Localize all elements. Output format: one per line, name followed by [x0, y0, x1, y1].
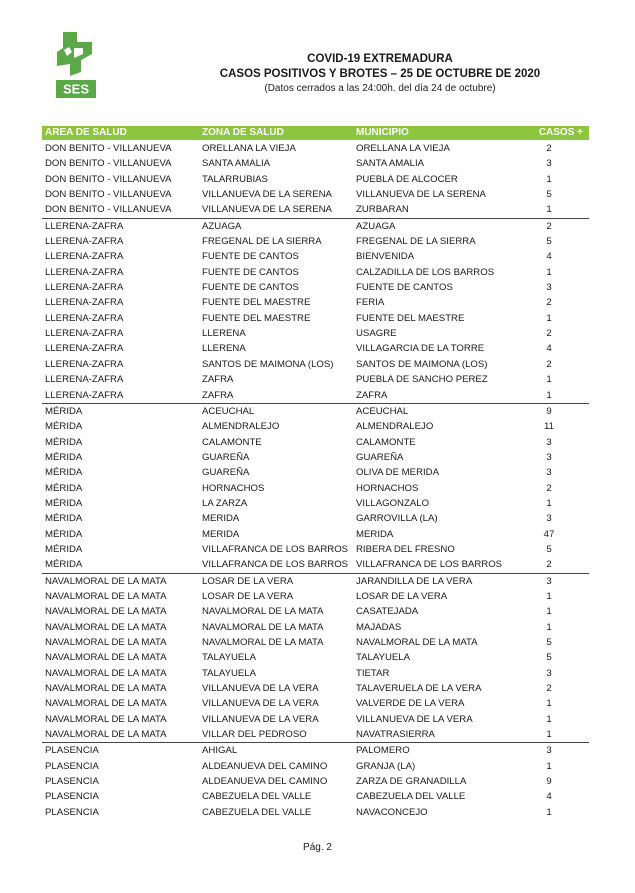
zona-cell: NAVALMORAL DE LA MATA: [202, 606, 324, 618]
casos-cell: 3: [546, 745, 552, 757]
table-row: [42, 620, 589, 635]
column-header-casos: CASOS +: [538, 127, 583, 138]
municipio-cell: BIENVENIDA: [356, 251, 415, 263]
casos-cell: 2: [546, 297, 552, 309]
municipio-cell: VILLANUEVA DE LA SERENA: [356, 189, 486, 201]
area-cell: LLERENA-ZAFRA: [45, 251, 124, 263]
municipio-cell: FREGENAL DE LA SIERRA: [356, 236, 476, 248]
casos-cell: 2: [546, 559, 552, 571]
zona-cell: VILLANUEVA DE LA VERA: [202, 683, 319, 695]
table-row: [42, 249, 589, 264]
zona-cell: MERIDA: [202, 513, 240, 525]
area-cell: NAVALMORAL DE LA MATA: [45, 713, 167, 725]
municipio-cell: GRANJA (LA): [356, 760, 416, 772]
municipio-cell: MAJADAS: [356, 621, 402, 633]
zona-cell: VILLAR DEL PEDROSO: [202, 729, 307, 741]
municipio-cell: GUAREÑA: [356, 451, 404, 463]
casos-cell: 3: [546, 667, 552, 679]
table-row: [42, 727, 589, 743]
municipio-cell: PUEBLA DE SANCHO PEREZ: [356, 374, 488, 386]
municipio-cell: CASATEJADA: [356, 606, 419, 618]
area-cell: NAVALMORAL DE LA MATA: [45, 698, 167, 710]
column-header-zona: ZONA DE SALUD: [202, 127, 284, 138]
zona-cell: FUENTE DEL MAESTRE: [202, 297, 311, 309]
area-cell: MÉRIDA: [45, 543, 83, 555]
zona-cell: VILLANUEVA DE LA SERENA: [202, 204, 332, 216]
table-row: [42, 805, 589, 820]
municipio-cell: PUEBLA DE ALCOCER: [356, 173, 458, 185]
area-cell: LLERENA-ZAFRA: [45, 328, 124, 340]
casos-cell: 1: [546, 713, 552, 725]
casos-cell: 1: [546, 497, 552, 509]
casos-cell: 5: [546, 637, 552, 648]
municipio-cell: VILLANUEVA DE LA VERA: [356, 713, 473, 725]
table-row: [42, 172, 589, 187]
area-cell: DON BENITO - VILLANUEVA: [45, 204, 172, 216]
page-number: Pág. 2: [303, 842, 332, 853]
municipio-cell: TALAVERUELA DE LA VERA: [356, 683, 482, 695]
table-row: [42, 219, 589, 234]
casos-cell: 3: [546, 451, 552, 463]
document-title: COVID-19 EXTREMADURA: [307, 53, 453, 65]
area-cell: NAVALMORAL DE LA MATA: [45, 667, 167, 679]
area-cell: PLASENCIA: [45, 776, 99, 788]
municipio-cell: NAVALMORAL DE LA MATA: [356, 637, 478, 648]
zona-cell: ALMENDRALEJO: [202, 421, 280, 433]
area-cell: DON BENITO - VILLANUEVA: [45, 158, 172, 170]
area-cell: DON BENITO - VILLANUEVA: [45, 173, 172, 185]
zona-cell: NAVALMORAL DE LA MATA: [202, 637, 324, 648]
area-cell: PLASENCIA: [45, 760, 99, 772]
municipio-cell: CALZADILLA DE LOS BARROS: [356, 266, 495, 278]
municipio-cell: ORELLANA LA VIEJA: [356, 143, 450, 154]
area-cell: PLASENCIA: [45, 791, 99, 803]
area-cell: MÉRIDA: [45, 482, 83, 494]
area-cell: MÉRIDA: [45, 497, 83, 509]
table-row: [42, 496, 589, 511]
table-row: [42, 574, 589, 589]
area-cell: NAVALMORAL DE LA MATA: [45, 575, 167, 587]
casos-cell: 1: [546, 173, 552, 185]
casos-cell: 1: [546, 266, 552, 278]
table-row: [42, 311, 589, 326]
zona-cell: LLERENA: [202, 343, 246, 355]
casos-cell: 4: [546, 251, 552, 263]
zona-cell: ZAFRA: [202, 374, 234, 386]
municipio-cell: CABEZUELA DEL VALLE: [356, 791, 466, 803]
casos-cell: 4: [546, 791, 552, 803]
zona-cell: TALARRUBIAS: [202, 173, 268, 185]
casos-cell: 5: [546, 189, 552, 201]
zona-cell: AZUAGA: [202, 220, 242, 232]
zona-cell: FUENTE DEL MAESTRE: [202, 312, 311, 324]
municipio-cell: ALMENDRALEJO: [356, 421, 434, 433]
area-cell: PLASENCIA: [45, 745, 99, 757]
zona-cell: CABEZUELA DEL VALLE: [202, 806, 312, 818]
municipio-cell: AZUAGA: [356, 220, 396, 232]
area-cell: LLERENA-ZAFRA: [45, 389, 124, 401]
municipio-cell: USAGRE: [356, 328, 397, 340]
table-row: [42, 280, 589, 295]
table-row: [42, 774, 589, 789]
area-cell: LLERENA-ZAFRA: [45, 297, 124, 309]
municipio-cell: SANTA AMALIA: [356, 158, 425, 170]
document-note: (Datos cerrados a las 24:00h. del día 24 de octubre): [264, 83, 496, 94]
zona-cell: MERIDA: [202, 528, 240, 540]
casos-cell: 3: [546, 282, 552, 294]
municipio-cell: VILLAFRANCA DE LOS BARROS: [356, 559, 503, 571]
area-cell: LLERENA-ZAFRA: [45, 266, 124, 278]
area-cell: NAVALMORAL DE LA MATA: [45, 606, 167, 618]
casos-cell: 1: [546, 806, 552, 818]
area-cell: LLERENA-ZAFRA: [45, 374, 124, 386]
zona-cell: ORELLANA LA VIEJA: [202, 143, 296, 154]
casos-cell: 1: [546, 729, 552, 741]
zona-cell: CALAMONTE: [202, 436, 262, 448]
table-row: [42, 234, 589, 249]
table-row: [42, 388, 589, 404]
municipio-cell: FUENTE DEL MAESTRE: [356, 312, 465, 324]
table-row: [42, 265, 589, 280]
table-row: [42, 557, 589, 573]
area-cell: PLASENCIA: [45, 806, 99, 818]
municipio-cell: VILLAGONZALO: [356, 497, 430, 509]
casos-cell: 3: [546, 467, 552, 479]
table-row: [42, 141, 589, 156]
casos-cell: 1: [546, 312, 552, 324]
casos-cell: 3: [546, 158, 552, 170]
table-row: [42, 589, 589, 604]
zona-cell: LOSAR DE LA VERA: [202, 590, 294, 602]
casos-cell: 2: [546, 220, 552, 232]
area-cell: DON BENITO - VILLANUEVA: [45, 189, 172, 201]
ses-logo: [48, 30, 100, 100]
zona-cell: AHIGAL: [202, 745, 238, 757]
zona-cell: FUENTE DE CANTOS: [202, 266, 299, 278]
table-row: [42, 542, 589, 557]
table-row: [42, 789, 589, 804]
area-cell: MÉRIDA: [45, 467, 83, 479]
area-cell: MÉRIDA: [45, 513, 83, 525]
municipio-cell: TALAYUELA: [356, 652, 411, 664]
zona-cell: ACEUCHAL: [202, 405, 255, 417]
zona-cell: GUAREÑA: [202, 451, 250, 463]
table-row: [42, 326, 589, 341]
casos-cell: 5: [546, 652, 552, 664]
table-row: [42, 743, 589, 758]
table-row: [42, 696, 589, 711]
zona-cell: VILLANUEVA DE LA SERENA: [202, 189, 332, 201]
table-row: [42, 712, 589, 727]
zona-cell: FUENTE DE CANTOS: [202, 251, 299, 263]
zona-cell: ALDEANUEVA DEL CAMINO: [202, 776, 328, 788]
zona-cell: ALDEANUEVA DEL CAMINO: [202, 760, 328, 772]
table-row: [42, 404, 589, 419]
table-row: [42, 666, 589, 681]
zona-cell: VILLAFRANCA DE LOS BARROS: [202, 543, 349, 555]
area-cell: DON BENITO - VILLANUEVA: [45, 143, 172, 154]
column-header-area: AREA DE SALUD: [45, 127, 127, 138]
municipio-cell: LOSAR DE LA VERA: [356, 590, 448, 602]
casos-cell: 1: [546, 590, 552, 602]
casos-cell: 5: [546, 236, 552, 248]
table-row: [42, 635, 589, 650]
table-row: [42, 341, 589, 356]
casos-cell: 3: [546, 436, 552, 448]
table-row: [42, 156, 589, 171]
column-header-municipio: MUNICIPIO: [356, 127, 409, 138]
casos-cell: 1: [546, 389, 552, 401]
table-row: [42, 650, 589, 665]
area-cell: NAVALMORAL DE LA MATA: [45, 637, 167, 648]
casos-cell: 3: [546, 513, 552, 525]
municipio-cell: GARROVILLA (LA): [356, 513, 438, 525]
casos-cell: 47: [543, 528, 555, 540]
table-row: [42, 604, 589, 619]
area-cell: NAVALMORAL DE LA MATA: [45, 683, 167, 695]
zona-cell: LOSAR DE LA VERA: [202, 575, 294, 587]
municipio-cell: NAVACONCEJO: [356, 806, 428, 818]
document-header: [150, 52, 610, 96]
zona-cell: VILLANUEVA DE LA VERA: [202, 698, 319, 710]
zona-cell: LLERENA: [202, 328, 246, 340]
table-row: [42, 295, 589, 310]
municipio-cell: ZURBARAN: [356, 204, 409, 216]
table-row: [42, 202, 589, 218]
area-cell: NAVALMORAL DE LA MATA: [45, 590, 167, 602]
casos-cell: 9: [546, 776, 552, 788]
zona-cell: HORNACHOS: [202, 482, 265, 494]
area-cell: NAVALMORAL DE LA MATA: [45, 652, 167, 664]
zona-cell: TALAYUELA: [202, 667, 257, 679]
zona-cell: ZAFRA: [202, 389, 234, 401]
table-row: [42, 450, 589, 465]
casos-cell: 2: [546, 328, 552, 340]
area-cell: MÉRIDA: [45, 405, 83, 417]
table-row: [42, 465, 589, 480]
table-row: [42, 527, 589, 542]
table-row: [42, 759, 589, 774]
area-cell: LLERENA-ZAFRA: [45, 236, 124, 248]
table-header-row: [42, 126, 589, 140]
municipio-cell: ZARZA DE GRANADILLA: [356, 776, 467, 788]
zona-cell: VILLAFRANCA DE LOS BARROS: [202, 559, 349, 571]
municipio-cell: ACEUCHAL: [356, 405, 409, 417]
table-row: [42, 372, 589, 387]
area-cell: NAVALMORAL DE LA MATA: [45, 621, 167, 633]
zona-cell: FREGENAL DE LA SIERRA: [202, 236, 322, 248]
municipio-cell: SANTOS DE MAIMONA (LOS): [356, 358, 488, 370]
zona-cell: CABEZUELA DEL VALLE: [202, 791, 312, 803]
casos-cell: 2: [546, 358, 552, 370]
casos-cell: 1: [546, 621, 552, 633]
area-cell: LLERENA-ZAFRA: [45, 343, 124, 355]
zona-cell: LA ZARZA: [202, 497, 248, 509]
area-cell: LLERENA-ZAFRA: [45, 312, 124, 324]
table-row: [42, 419, 589, 434]
area-cell: MÉRIDA: [45, 528, 83, 540]
casos-cell: 4: [546, 343, 552, 355]
table-row: [42, 481, 589, 496]
municipio-cell: VILLAGARCIA DE LA TORRE: [356, 343, 485, 355]
svg-text:SES: SES: [62, 81, 90, 97]
municipio-cell: NAVATRASIERRA: [356, 729, 435, 741]
casos-cell: 11: [544, 421, 554, 433]
casos-cell: 3: [546, 575, 552, 587]
casos-cell: 9: [546, 405, 552, 417]
zona-cell: GUAREÑA: [202, 467, 250, 479]
table-row: [42, 681, 589, 696]
casos-cell: 5: [546, 543, 552, 555]
municipio-cell: HORNACHOS: [356, 482, 419, 494]
zona-cell: FUENTE DE CANTOS: [202, 282, 299, 294]
table-row: [42, 187, 589, 202]
casos-cell: 1: [546, 374, 552, 386]
casos-cell: 1: [546, 760, 552, 772]
municipio-cell: PALOMERO: [356, 745, 410, 757]
municipio-cell: OLIVA DE MERIDA: [356, 467, 439, 479]
cases-table: [42, 126, 589, 820]
zona-cell: NAVALMORAL DE LA MATA: [202, 621, 324, 633]
municipio-cell: FERIA: [356, 297, 385, 309]
area-cell: MÉRIDA: [45, 559, 83, 571]
area-cell: MÉRIDA: [45, 436, 83, 448]
municipio-cell: TIETAR: [356, 667, 390, 679]
table-row: [42, 435, 589, 450]
municipio-cell: FUENTE DE CANTOS: [356, 282, 453, 294]
municipio-cell: VALVERDE DE LA VERA: [356, 698, 465, 710]
casos-cell: 2: [546, 683, 552, 695]
document-subtitle: CASOS POSITIVOS Y BROTES – 25 DE OCTUBRE DE 2020: [219, 68, 541, 80]
municipio-cell: ZAFRA: [356, 389, 388, 401]
municipio-cell: CALAMONTE: [356, 436, 416, 448]
area-cell: LLERENA-ZAFRA: [45, 220, 124, 232]
table-row: [42, 511, 589, 526]
municipio-cell: RIBERA DEL FRESNO: [356, 543, 455, 555]
area-cell: LLERENA-ZAFRA: [45, 358, 124, 370]
casos-cell: 1: [546, 204, 552, 216]
area-cell: LLERENA-ZAFRA: [45, 282, 124, 294]
casos-cell: 2: [546, 143, 552, 154]
casos-cell: 2: [546, 482, 552, 494]
zona-cell: VILLANUEVA DE LA VERA: [202, 713, 319, 725]
zona-cell: SANTA AMALIA: [202, 158, 271, 170]
municipio-cell: MERIDA: [356, 528, 394, 540]
casos-cell: 1: [546, 606, 552, 618]
zona-cell: SANTOS DE MAIMONA (LOS): [202, 358, 334, 370]
ses-logo-icon: [48, 30, 100, 100]
area-cell: MÉRIDA: [45, 451, 83, 463]
zona-cell: TALAYUELA: [202, 652, 257, 664]
area-cell: MÉRIDA: [45, 421, 83, 433]
casos-cell: 1: [546, 698, 552, 710]
municipio-cell: JARANDILLA DE LA VERA: [356, 575, 473, 587]
area-cell: NAVALMORAL DE LA MATA: [45, 729, 167, 741]
table-row: [42, 357, 589, 372]
